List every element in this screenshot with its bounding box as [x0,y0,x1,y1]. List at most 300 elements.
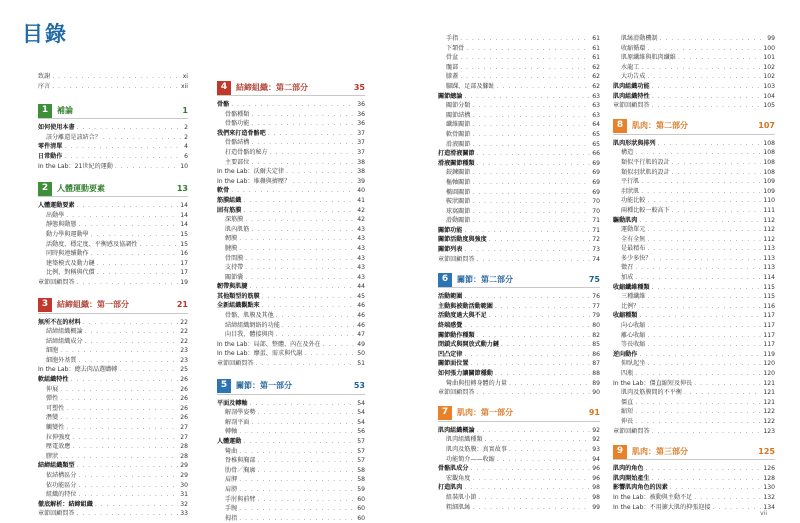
toc-entry[interactable] [613,417,775,427]
toc-entry[interactable] [38,356,188,366]
toc-entry[interactable] [438,369,600,379]
toc-entry[interactable] [38,278,188,288]
spacer [613,111,775,113]
toc-entry-page: 47 [357,331,365,339]
toc-entry[interactable] [217,475,365,485]
dot-leader [466,44,590,54]
toc-entry-title: 手肘與前臂 [225,495,256,503]
toc-entry[interactable] [217,514,365,523]
toc-entry-page: 96 [592,465,600,473]
dot-leader [257,495,355,505]
toc-entry[interactable] [217,148,365,158]
dot-leader [509,379,590,389]
dot-leader [497,82,590,92]
toc-entry[interactable] [438,455,600,465]
dot-leader [647,340,761,350]
toc-entry[interactable] [438,245,600,255]
toc-entry[interactable] [438,111,600,121]
dot-leader [460,53,590,63]
toc-entry[interactable] [38,152,188,162]
dot-leader [78,471,178,481]
toc-entry[interactable] [38,142,188,152]
chapter-heading-c5[interactable] [217,379,365,395]
toc-entry-title: In the Lab：不用擴大肌的抑張迎接 [613,503,711,511]
toc-entry[interactable] [613,273,775,283]
dot-leader [489,311,590,321]
toc-entry[interactable] [438,44,600,54]
toc-entry[interactable] [438,426,600,436]
toc-entry-title: 軟骨 [217,187,230,195]
toc-entry[interactable] [217,196,365,206]
toc-entry-page: 62 [592,73,600,81]
toc-entry[interactable] [438,321,600,331]
toc-entry[interactable] [438,82,600,92]
toc-entry-title: 構造 [621,149,634,157]
toc-entry[interactable] [613,187,775,197]
toc-entry[interactable] [38,249,188,259]
toc-entry[interactable] [613,311,775,321]
toc-entry[interactable] [438,197,600,207]
dot-leader [276,311,355,321]
toc-entry-title: 關節列表 [438,246,463,254]
dot-leader [489,235,590,245]
toc-entry[interactable] [438,493,600,503]
toc-entry[interactable] [438,292,600,302]
toc-entry-title: 骨骼、肌膜及其他 [225,312,274,320]
toc-entry[interactable] [438,474,600,484]
toc-entry[interactable] [438,483,600,493]
toc-entry-page: 69 [592,188,600,196]
toc-entry[interactable] [217,408,365,418]
chapter-heading-c7[interactable] [438,406,600,422]
toc-entry[interactable] [438,53,600,63]
toc-entry[interactable] [38,346,188,356]
toc-entry[interactable] [217,399,365,409]
toc-entry[interactable] [217,311,365,321]
dot-leader [713,503,762,513]
toc-entry-title: 骨骼種類 [225,110,250,118]
toc-entry[interactable] [38,490,188,500]
toc-entry[interactable] [613,359,775,369]
toc-entry[interactable] [613,139,775,149]
toc-entry[interactable] [438,359,600,369]
chapter-number-badge: 8 [613,119,627,133]
toc-entry[interactable] [438,130,600,140]
dot-leader [85,327,179,337]
toc-entry[interactable] [438,92,600,102]
toc-entry[interactable] [438,464,600,474]
chapter-page: 125 [758,446,775,456]
toc-entry[interactable] [217,119,365,129]
chapter-heading-c8[interactable] [613,119,775,135]
toc-entry[interactable] [217,359,365,369]
toc-column-1 [38,72,188,519]
toc-entry-page: 114 [763,274,775,282]
toc-entry[interactable] [38,509,188,519]
toc-entry[interactable] [438,379,600,389]
toc-entry[interactable] [438,226,600,236]
toc-entry-title: 肌肉及筋膜間的不平衡 [621,389,682,397]
dot-leader [464,483,590,493]
dot-leader [64,152,182,162]
toc-entry[interactable] [613,196,775,206]
toc-entry[interactable] [217,282,365,292]
toc-entry[interactable] [217,138,365,148]
toc-entry[interactable] [38,452,188,462]
toc-entry[interactable] [217,485,365,495]
toc-entry-page: 66 [592,150,600,158]
toc-entry[interactable] [613,331,775,341]
toc-entry[interactable] [613,177,775,187]
toc-entry[interactable] [438,255,600,265]
toc-entry[interactable] [613,148,775,158]
toc-entry-title: 終端感覺 [438,322,463,330]
toc-entry[interactable] [438,302,600,312]
dot-leader [495,302,590,312]
toc-entry[interactable] [217,495,365,505]
toc-entry[interactable] [613,82,775,92]
toc-entry[interactable] [38,481,188,491]
toc-entry-title: 軟組織特性 [38,376,69,384]
toc-entry[interactable] [613,474,775,484]
toc-entry[interactable] [217,504,365,514]
toc-entry[interactable] [613,235,775,245]
toc-entry[interactable] [438,140,600,150]
dot-leader [635,263,761,273]
toc-entry-page: 22 [180,328,188,336]
toc-entry[interactable] [438,435,600,445]
toc-entry-page: 43 [357,235,365,243]
toc-entry[interactable] [613,503,775,513]
toc-entry[interactable] [613,206,775,216]
toc-entry-title: 骨骼結構 [225,139,250,147]
toc-entry[interactable] [38,394,188,404]
toc-entry[interactable] [217,263,365,273]
toc-entry-title: 拉伸強度 [46,433,71,441]
toc-entry-title: 潛變 [46,414,59,422]
toc-entry-title: 序言 [38,82,51,90]
toc-entry[interactable] [38,375,188,385]
toc-entry[interactable] [217,340,365,350]
chapter-title: 結締組織：第一部分 [57,300,129,310]
dot-leader [472,140,590,150]
toc-entry[interactable] [217,215,365,225]
toc-entry-page: 6 [184,152,188,160]
chapter-heading-c2[interactable] [38,181,188,197]
toc-entry[interactable] [38,162,188,172]
dot-leader [460,34,590,44]
toc-entry[interactable] [38,230,188,240]
toc-entry[interactable] [217,129,365,139]
toc-entry[interactable] [613,379,775,389]
toc-entry-title: 壓電效應 [46,443,71,451]
toc-entry-title: In the Lab：沃爾夫定律 [217,168,285,176]
toc-entry-title: 打造滑液關節 [438,150,475,158]
toc-entry[interactable] [438,149,600,159]
toc-entry[interactable] [38,318,188,328]
toc-entry[interactable] [613,427,775,437]
chapter-heading-c4[interactable] [217,80,365,96]
toc-entry-page: 92 [592,436,600,444]
toc-entry[interactable] [613,34,775,44]
chapter-heading-c9[interactable] [613,444,775,460]
dot-leader [66,211,178,221]
dot-leader [652,474,762,484]
toc-entry-title: 章節回顧問答 [613,427,650,435]
toc-entry[interactable] [217,177,365,187]
toc-entry[interactable] [38,259,188,269]
toc-entry[interactable] [38,471,188,481]
toc-entry[interactable] [217,427,365,437]
toc-entry-title: 向心收縮 [621,322,646,330]
dot-leader [647,44,761,54]
chapter-page: 53 [353,381,365,391]
chapter-heading-c3[interactable] [38,298,188,314]
toc-entry[interactable] [38,201,188,211]
toc-entry[interactable] [613,388,775,398]
toc-entry[interactable] [613,407,775,417]
dot-leader [97,259,178,269]
toc-entry[interactable] [38,123,188,133]
dot-leader [251,158,355,168]
toc-entry[interactable] [38,268,188,278]
toc-entry-page: 51 [357,360,365,368]
toc-entry[interactable] [217,254,365,264]
toc-entry-title: 肌肉組織特性 [613,92,650,100]
toc-entry[interactable] [438,101,600,111]
toc-entry-page: 38 [357,168,365,176]
chapter-heading-c1[interactable] [38,103,188,119]
toc-entry[interactable] [217,466,365,476]
toc-entry-title: 仰臥起坐 [621,360,646,368]
toc-entry[interactable] [217,206,365,216]
toc-entry[interactable] [438,120,600,130]
toc-entry[interactable] [38,240,188,250]
toc-entry[interactable] [217,456,365,466]
dot-leader [478,493,590,503]
toc-entry[interactable] [38,220,188,230]
toc-entry-page: 122 [763,417,775,425]
toc-entry[interactable] [438,178,600,188]
spacer [438,264,600,266]
dot-leader [647,196,761,206]
toc-entry-title: 大功告成 [621,73,646,81]
toc-entry[interactable] [217,110,365,120]
toc-entry[interactable] [613,464,775,474]
dot-leader [52,82,179,92]
chapter-page: 1 [182,105,188,115]
toc-entry[interactable] [613,92,775,102]
toc-entry-title: 加成 [621,274,634,282]
toc-entry-title: 脊椎與胸部 [225,457,256,465]
toc-entry[interactable] [217,321,365,331]
toc-entry[interactable] [613,158,775,168]
dot-leader [83,318,179,328]
toc-entry[interactable] [438,168,600,178]
chapter-number-badge: 1 [38,104,52,118]
toc-entry[interactable] [613,44,775,54]
toc-entry[interactable] [38,365,188,375]
toc-entry-title: 如何張力讓關節穩動 [438,370,493,377]
toc-entry[interactable] [438,350,600,360]
toc-entry-title: 縮短 [621,408,634,416]
toc-entry-title: 類似平行肌的設計 [621,158,670,166]
toc-entry[interactable] [438,34,600,44]
toc-entry-title: 類似羽狀肌的設計 [621,168,670,176]
dot-leader [464,321,590,331]
toc-entry-page: 57 [357,438,365,445]
toc-entry-page: 132 [763,493,775,501]
toc-entry[interactable] [438,63,600,73]
toc-entry-page: 27 [180,424,188,432]
toc-entry[interactable] [38,461,188,471]
dot-leader [645,464,761,474]
toc-entry-page: 102 [763,73,775,81]
toc-entry[interactable] [438,340,600,350]
dot-leader [477,159,591,169]
toc-entry[interactable] [613,168,775,178]
toc-entry-page: 31 [180,491,188,499]
toc-entry[interactable] [217,301,365,311]
toc-entry-title: 滑液關節種類 [438,159,475,167]
toc-entry[interactable] [217,244,365,254]
toc-entry[interactable] [217,273,365,283]
toc-entry[interactable] [217,186,365,196]
toc-entry[interactable] [438,311,600,321]
toc-entry-page: 56 [357,428,365,436]
toc-entry[interactable] [217,447,365,457]
toc-entry-title: 如何使用本書 [38,124,75,132]
toc-entry[interactable] [217,330,365,340]
toc-entry[interactable] [38,211,188,221]
toc-entry-page: 93 [592,445,600,453]
toc-entry[interactable] [613,63,775,73]
toc-entry[interactable] [613,216,775,226]
toc-entry[interactable] [613,398,775,408]
toc-entry[interactable] [438,388,600,398]
toc-entry-title: 多少多快？ [621,254,652,262]
toc-entry[interactable] [38,500,188,510]
toc-entry[interactable] [613,283,775,293]
toc-entry-page: 112 [763,216,775,224]
toc-entry[interactable] [613,483,775,493]
toc-entry-page: 61 [592,54,600,62]
dot-leader [286,167,355,177]
dot-leader [60,452,178,462]
toc-entry-title: In the Lab：堆疊與擠壓？ [217,177,291,185]
dot-leader [115,162,178,172]
toc-entry-title: 可塑性 [46,404,65,412]
toc-entry[interactable] [217,349,365,359]
toc-entry[interactable] [613,350,775,360]
toc-entry[interactable] [217,292,365,302]
toc-entry[interactable] [438,503,600,513]
toc-entry[interactable] [613,263,775,273]
toc-entry-page: 26 [180,395,188,403]
toc-entry-page: 109 [763,187,775,195]
chapter-number-badge: 7 [438,406,452,420]
toc-entry-title: 其他類型的筋膜 [217,292,260,300]
spacer [217,369,365,373]
dot-leader [652,92,762,102]
dot-leader [91,249,179,259]
toc-entry[interactable] [613,244,775,254]
toc-entry-page: 36 [357,120,365,128]
toc-entry[interactable] [613,321,775,331]
toc-entry[interactable] [613,254,775,264]
toc-entry-page: 60 [357,505,365,513]
toc-entry[interactable] [38,413,188,423]
dot-leader [647,72,761,82]
dot-leader [304,349,355,359]
toc-entry-title: 四瓶 [621,370,634,377]
toc-entry-title: 關節活動度與強度 [438,236,487,244]
toc-entry[interactable] [438,72,600,82]
toc-entry[interactable] [217,158,365,168]
toc-entry[interactable] [38,82,188,92]
toc-entry[interactable] [613,225,775,235]
toc-entry[interactable] [38,337,188,347]
toc-entry[interactable] [38,72,188,82]
dot-leader [641,302,761,312]
chapter-heading-c6[interactable] [438,272,600,288]
toc-entry[interactable] [38,327,188,337]
toc-entry-title: 肌肉開始產生 [613,474,650,482]
toc-entry[interactable] [38,385,188,395]
toc-entry-page: 94 [592,455,600,463]
dot-leader [684,388,761,398]
toc-entry[interactable] [613,340,775,350]
toc-entry[interactable] [38,133,188,143]
toc-entry[interactable] [38,433,188,443]
dot-leader [672,206,762,216]
toc-entry[interactable] [38,404,188,414]
toc-entry[interactable] [38,423,188,433]
dot-leader [60,413,178,423]
dot-leader [52,72,181,82]
toc-entry[interactable] [613,302,775,312]
toc-entry[interactable] [217,418,365,428]
toc-entry[interactable] [613,493,775,503]
toc-entry[interactable] [217,100,365,110]
toc-entry[interactable] [217,234,365,244]
toc-entry[interactable] [217,167,365,177]
toc-entry[interactable] [613,101,775,111]
toc-entry[interactable] [438,216,600,226]
toc-entry-title: 結締組織網絡的功能 [225,321,280,329]
toc-entry-page: 126 [763,465,775,473]
toc-entry[interactable] [217,437,365,447]
dot-leader [635,407,761,417]
toc-entry-page: 117 [763,322,775,330]
chapter-number-badge: 2 [38,182,52,196]
toc-entry-page: 108 [763,168,775,176]
toc-entry[interactable] [438,159,600,169]
dot-leader [231,100,355,110]
toc-entry[interactable] [438,235,600,245]
toc-entry[interactable] [438,207,600,217]
toc-entry[interactable] [613,53,775,63]
toc-entry[interactable] [217,225,365,235]
toc-entry[interactable] [438,188,600,198]
toc-entry[interactable] [613,369,775,379]
toc-entry[interactable] [438,331,600,341]
toc-entry[interactable] [38,442,188,452]
toc-entry[interactable] [613,292,775,302]
toc-entry[interactable] [613,72,775,82]
toc-entry-title: 羽狀肌 [621,187,640,195]
toc-entry[interactable] [438,445,600,455]
